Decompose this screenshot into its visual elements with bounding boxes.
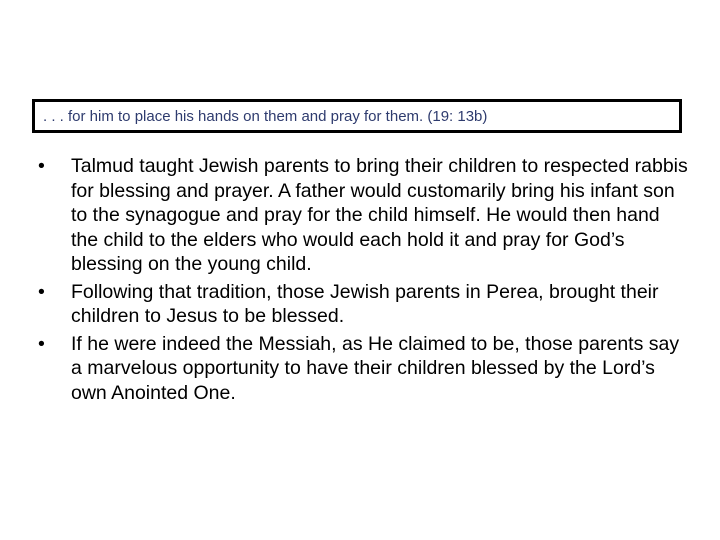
- bullet-item: [38, 280, 690, 329]
- bullet-text: If he were indeed the Messiah, as He claimed to be, those parents say a marvelous opportunity to have their children blessed by the Lord’s own Anointed One.: [71, 332, 680, 404]
- bullet-text: Following that tradition, those Jewish parents in Perea, brought their children to Jesus to be blessed.: [71, 280, 659, 327]
- quote-text: . . . for him to place his hands on them and pray for them. (19: 13b): [43, 107, 488, 125]
- quote-box: [32, 99, 682, 133]
- bullet-marker: •: [38, 280, 45, 303]
- bullet-item: [38, 154, 690, 277]
- bullet-item: [38, 332, 690, 406]
- bullet-list: [38, 154, 690, 408]
- bullet-marker: •: [38, 155, 45, 177]
- bullet-marker: •: [38, 332, 45, 355]
- bullet-text: Talmud taught Jewish parents to bring their children to respected rabbis for blessing and prayer. A father would customarily bring his infant son to the synagogue and pray for the child himself. He would then hand the child to the elders who would each hold it and pray for God’s blessing on the young child.: [71, 155, 688, 275]
